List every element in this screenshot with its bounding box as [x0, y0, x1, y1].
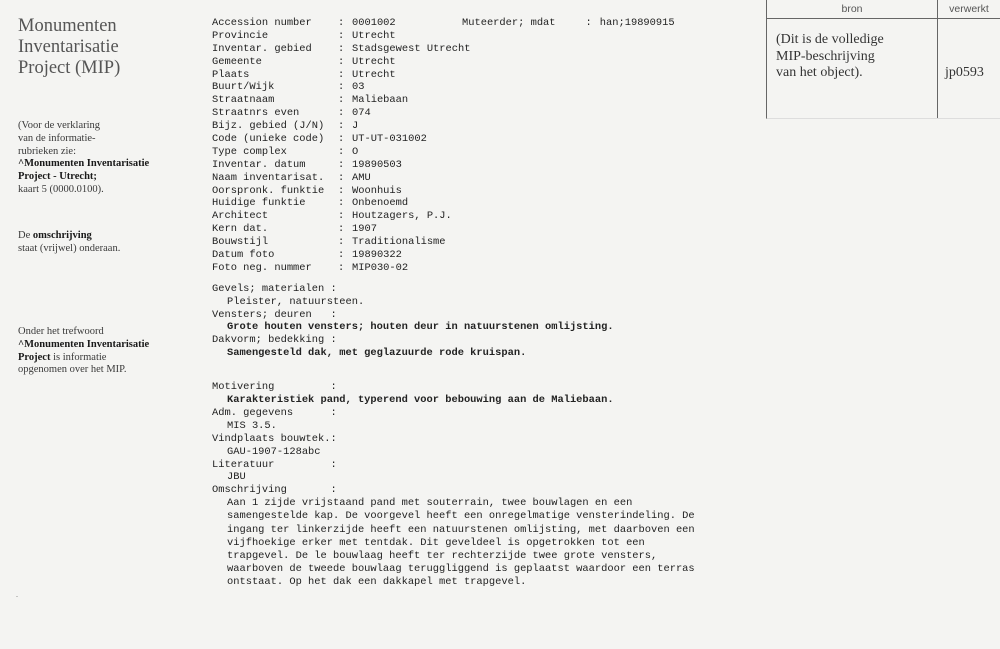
- field-label: Plaats: [212, 68, 250, 81]
- record-field-row: [212, 17, 752, 30]
- adm-gegevens-label: Adm. gegevens :: [212, 406, 337, 419]
- vensters-label: Vensters; deuren :: [212, 308, 337, 321]
- note-reference: ^Monumenten Inventarisatie: [18, 158, 150, 170]
- record-field-row: [212, 30, 752, 43]
- record-field-row: [212, 56, 752, 69]
- field-value: 03: [352, 81, 365, 94]
- dakvorm-label: Dakvorm; bedekking :: [212, 334, 337, 347]
- mip-record: [212, 17, 752, 589]
- field-label: Provincie: [212, 29, 269, 42]
- sidebar-note-trefwoord: [18, 326, 188, 377]
- vindplaats-label: Vindplaats bouwtek.:: [212, 432, 337, 445]
- field-value: Utrecht: [352, 68, 396, 81]
- record-field-row: [212, 146, 752, 159]
- field-label: Bouwstijl: [212, 236, 269, 249]
- field-value: Houtzagers, P.J.: [352, 210, 452, 223]
- field-colon: :: [338, 261, 345, 274]
- muteerder-field: [462, 17, 675, 30]
- verwerkt-cell: jp0593: [945, 65, 984, 80]
- field-colon: :: [338, 249, 345, 262]
- adm-gegevens-value: MIS 3.5.: [227, 419, 277, 432]
- sidebar-title-line: Monumenten: [18, 16, 117, 36]
- field-label: Naam inventarisat.: [212, 171, 325, 184]
- muteerder-value: han;19890915: [599, 17, 675, 29]
- record-field-row: [212, 107, 752, 120]
- field-value: Utrecht: [352, 29, 396, 42]
- field-colon: :: [338, 184, 345, 197]
- field-value: 0001002: [352, 17, 396, 29]
- field-value: J: [352, 120, 359, 133]
- field-value: 1907: [352, 223, 377, 236]
- field-colon: :: [338, 81, 345, 94]
- field-colon: :: [338, 17, 345, 29]
- record-field-row: [212, 172, 752, 185]
- omschrijving-line: ontstaat. Op het dak een dakkapel met trapgevel.: [227, 576, 527, 589]
- omschrijving-line: vijfhoekige erker met tentdak. Dit geveldeel is opgetrokken tot een: [227, 536, 645, 549]
- muteerder-colon: :: [585, 17, 592, 29]
- record-field-row: [212, 262, 752, 275]
- record-field-row: [212, 185, 752, 198]
- sidebar-note-omschrijving: [18, 230, 188, 256]
- source-table-header: [767, 0, 1000, 19]
- note-reference: Project - Utrecht;: [18, 171, 97, 183]
- omschrijving-line: waarboven de tweede bouwlaag teruggliggend is geplaatst waardoor een terras: [227, 563, 695, 576]
- field-label: Bijz. gebied (J/N): [212, 120, 325, 133]
- omschrijving-line: trapgevel. De le bouwlaag heeft ter rechterzijde twee grote vensters,: [227, 549, 658, 562]
- field-colon: :: [338, 158, 345, 171]
- record-field-row: [212, 81, 752, 94]
- note-line: van de informatie-: [18, 132, 96, 144]
- field-label: Datum foto: [212, 249, 275, 262]
- field-value: Utrecht: [352, 55, 396, 68]
- omschrijving-line: ingang ter linkerzijde heeft een natuurstenen omlijsting, met daarboven een: [227, 523, 695, 536]
- field-colon: :: [338, 171, 345, 184]
- bron-line: van het object).: [776, 65, 863, 80]
- motivering-label: Motivering :: [212, 381, 337, 394]
- note-line: Onder het trefwoord: [18, 326, 104, 337]
- field-colon: :: [338, 120, 345, 133]
- field-colon: :: [338, 107, 345, 120]
- gevels-value: Pleister, natuursteen.: [227, 295, 365, 308]
- field-value: O: [352, 145, 359, 158]
- field-colon: :: [338, 42, 345, 55]
- note-text: is informatie: [50, 351, 107, 363]
- field-value: UT-UT-031002: [352, 133, 427, 146]
- record-field-row: [212, 133, 752, 146]
- bron-cell: [776, 32, 936, 82]
- table-divider: [937, 0, 938, 118]
- field-value: Maliebaan: [352, 94, 409, 107]
- omschrijving-label: Omschrijving :: [212, 484, 337, 497]
- record-fields: [212, 17, 752, 275]
- note-reference: Project: [18, 351, 51, 363]
- sidebar-title-line: Project (MIP): [18, 58, 121, 78]
- note-line: staat (vrijwel) onderaan.: [18, 242, 121, 254]
- source-table: [766, 0, 1000, 119]
- bron-line: MIP-beschrijving: [776, 48, 875, 64]
- bron-line: (Dit is de volledige: [776, 32, 884, 47]
- field-value: 19890322: [352, 249, 402, 262]
- record-field-row: [212, 210, 752, 223]
- field-label: Gemeente: [212, 55, 262, 68]
- omschrijving-line: samengestelde kap. De voorgevel heeft een onregelmatige vensterindeling. De: [227, 510, 695, 523]
- field-value: Onbenoemd: [352, 197, 409, 210]
- field-colon: :: [338, 55, 345, 68]
- field-value: MIP030-02: [352, 261, 409, 274]
- field-colon: :: [338, 223, 345, 236]
- field-label: Code (unieke code): [212, 133, 325, 146]
- literatuur-label: Literatuur :: [212, 458, 337, 471]
- record-field-row: [212, 69, 752, 82]
- field-colon: :: [338, 197, 345, 210]
- record-field-row: [212, 223, 752, 236]
- record-field-row: [212, 120, 752, 133]
- field-label: Straatnaam: [212, 94, 275, 107]
- field-colon: :: [338, 133, 345, 146]
- field-label: Inventar. gebied: [212, 42, 312, 55]
- field-colon: :: [338, 94, 345, 107]
- field-colon: :: [338, 145, 345, 158]
- note-line: (Voor de verklaring: [18, 120, 101, 131]
- header-verwerkt: verwerkt: [949, 3, 989, 15]
- note-reference: ^Monumenten Inventarisatie: [18, 338, 150, 350]
- field-label: Foto neg. nummer: [212, 261, 312, 274]
- gevels-label: Gevels; materialen :: [212, 282, 337, 295]
- field-value: Traditionalisme: [352, 236, 446, 249]
- record-field-row: [212, 94, 752, 107]
- dakvorm-value: Samengesteld dak, met geglazuurde rode kruispan.: [227, 347, 527, 360]
- stray-mark: .: [16, 590, 18, 599]
- muteerder-label: Muteerder; mdat: [462, 17, 556, 29]
- field-label: Huidige funktie: [212, 197, 306, 210]
- field-value: Woonhuis: [352, 184, 402, 197]
- note-emphasis: omschrijving: [32, 230, 92, 241]
- field-colon: :: [338, 236, 345, 249]
- field-label: Straatnrs even: [212, 107, 300, 120]
- sidebar-title-line: Inventarisatie: [18, 37, 119, 57]
- header-bron: bron: [841, 3, 863, 15]
- note-line: kaart 5 (0000.0100).: [18, 183, 104, 195]
- omschrijving-line: Aan 1 zijde vrijstaand pand met souterrain, twee bouwlagen en een: [227, 497, 633, 510]
- motivering-value: Karakteristiek pand, typerend voor bebouwing aan de Maliebaan.: [227, 394, 614, 407]
- field-colon: :: [338, 68, 345, 81]
- vensters-value: Grote houten vensters; houten deur in natuurstenen omlijsting.: [227, 321, 614, 334]
- field-label: Kern dat.: [212, 223, 269, 236]
- sidebar-title: [18, 16, 178, 79]
- field-label: Accession number: [212, 17, 312, 29]
- record-field-row: [212, 159, 752, 172]
- field-label: Inventar. datum: [212, 158, 306, 171]
- record-field-row: [212, 236, 752, 249]
- omschrijving-text: [212, 497, 752, 589]
- note-text: De: [18, 230, 33, 241]
- sidebar-note-verklaring: [18, 120, 188, 197]
- field-label: Architect: [212, 210, 269, 223]
- note-line: opgenomen over het MIP.: [18, 364, 127, 376]
- vindplaats-value: GAU-1907-128abc: [227, 445, 321, 458]
- field-value: 074: [352, 107, 371, 120]
- field-label: Oorspronk. funktie: [212, 184, 325, 197]
- field-colon: :: [338, 210, 345, 223]
- note-line: rubrieken zie:: [18, 145, 77, 157]
- field-value: AMU: [352, 171, 371, 184]
- field-value: Stadsgewest Utrecht: [352, 42, 471, 55]
- record-field-row: [212, 43, 752, 56]
- literatuur-value: JBU: [227, 471, 246, 484]
- field-label: Buurt/Wijk: [212, 81, 275, 94]
- record-field-row: [212, 197, 752, 210]
- field-label: Type complex: [212, 145, 287, 158]
- field-colon: :: [338, 29, 345, 42]
- field-value: 19890503: [352, 158, 402, 171]
- record-field-row: [212, 249, 752, 262]
